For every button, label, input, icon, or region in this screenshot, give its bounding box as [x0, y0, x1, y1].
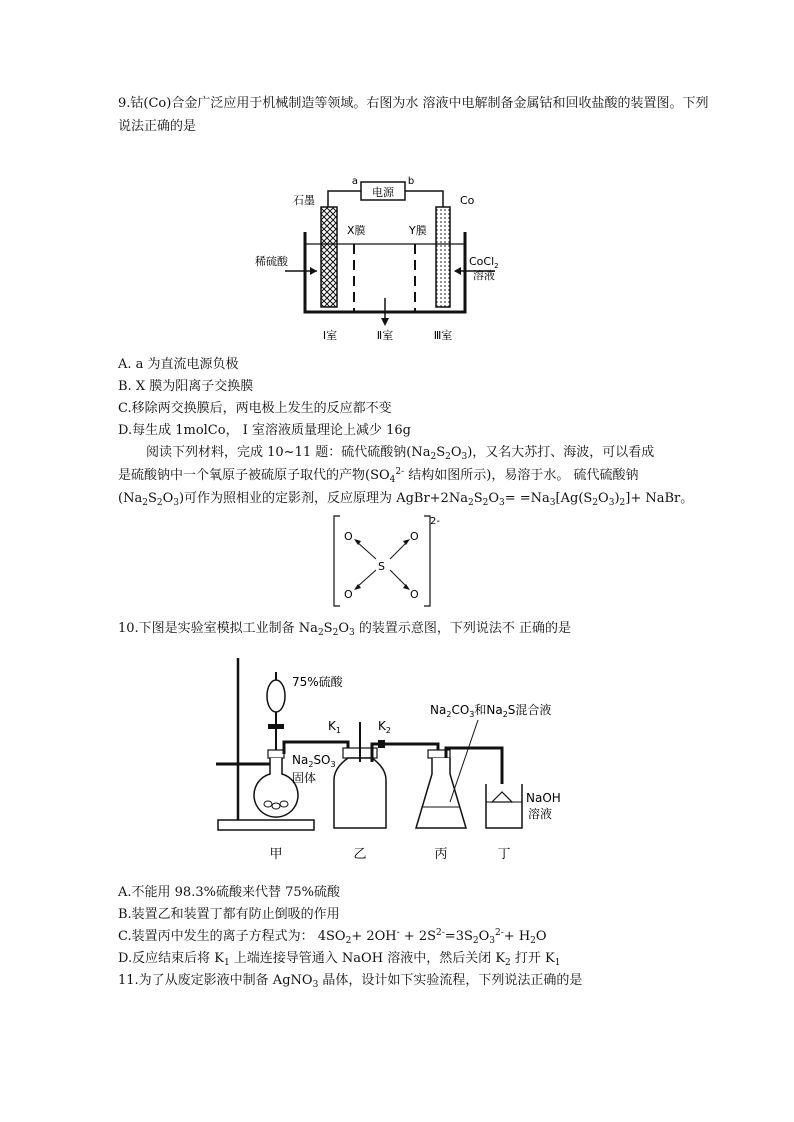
oxygen-top-left: O [344, 530, 353, 543]
q9-option-d: D.每生成 1molCo， Ⅰ 室溶液质量理论上减少 16g [118, 423, 411, 438]
wire-left [328, 191, 361, 207]
sulfur-center: S [378, 560, 385, 573]
solid-label: 固体 [292, 771, 317, 785]
oxygen-top-right: O [410, 530, 419, 543]
label-bing: 丙 [434, 847, 448, 862]
gas-bottle [334, 758, 386, 828]
q10-option-c: C.装置丙中发生的离子方程式为： $4SO_2+ 2OH^- + 2S^{2-}=3S_2O_3^{2-}+ H_2O$ [118, 928, 547, 946]
q10-stem: 10.下图是实验室模拟工业制备 $Na_2S_2O_3$ 的装置示意图，下列说法不 正确的是 [118, 621, 571, 638]
passage-line2: 是硫酸钠中一个氧原子被硫原子取代的产物($SO_4^{2-}$ 结构如图所示)，易溶于水。 硫代硫酸钠 [118, 467, 639, 485]
electrolysis-diagram [255, 172, 515, 347]
q11-stem: 11.为了从废定影液中制备 AgNO$_3$ 晶体，设计如下实验流程，下列说法正确的是 [118, 973, 583, 990]
q9-option-c: C.移除两交换膜后，两电极上发生的反应都不变 [118, 401, 392, 416]
mixture-label: $Na_2CO_3$和$Na_2S$混合液 [430, 703, 552, 719]
terminal-a: a [351, 176, 359, 187]
thiosulfate-structure [330, 512, 445, 610]
left-bracket [334, 516, 340, 606]
cocl2-label: CoCl$_2$ [469, 255, 499, 270]
k1-label: $K_1$ [328, 719, 341, 735]
naoh-label: NaOH [526, 791, 561, 805]
x-membrane-label: X膜 [347, 224, 366, 237]
charge-label: 2- [430, 516, 440, 527]
label-yi: 乙 [353, 847, 367, 862]
power-supply-label: 电源 [372, 186, 394, 199]
right-bracket [424, 516, 430, 606]
conical-flask [416, 758, 466, 828]
stand-base [218, 820, 314, 830]
room1-label: Ⅰ室 [322, 329, 338, 342]
graphite-label: 石墨 [293, 194, 315, 207]
passage-line3: $(Na_2S_2O_3)$可作为照相业的定影剂，反应原理为 $AgBr+2Na_2S_2O_3= =Na_3[Ag(S_2O_3)_2]+$ NaBr。 [118, 491, 694, 508]
q9-option-a: A. a 为直流电源负极 [118, 357, 239, 372]
co-label: Co [460, 194, 475, 207]
oxygen-bottom-left: O [344, 588, 353, 601]
q9-stem-line2: 说法正确的是 [118, 119, 197, 134]
q9-option-b: B. X 膜为阳离子交换膜 [118, 379, 254, 394]
q10-option-a: A.不能用 98.3%硫酸来代替 75%硫酸 [118, 885, 340, 900]
co-electrode [436, 207, 450, 307]
wire-right [405, 191, 443, 207]
label-ding: 丁 [497, 847, 511, 862]
apparatus-diagram [210, 652, 580, 870]
q10-option-b: B.装置乙和装置丁都有防止倒吸的作用 [118, 907, 340, 922]
cocl2-solution-label: 溶液 [473, 269, 495, 282]
naoh-solution-label: 溶液 [528, 807, 553, 821]
acid-label: 75%硫酸 [292, 675, 343, 689]
room3-label: Ⅲ室 [433, 329, 453, 342]
separatory-funnel [267, 680, 285, 712]
oxygen-bottom-right: O [410, 588, 419, 601]
naoh-beaker [486, 784, 522, 828]
room2-label: Ⅱ室 [376, 329, 394, 342]
q10-option-d: D.反应结束后将 $K_1$ 上端连接导管通入 NaOH 溶液中，然后关闭 $K_2$ 打开 $K_1$ [118, 951, 561, 968]
y-membrane-label: Y膜 [409, 224, 427, 237]
q9-stem-line1: 9.钴(Co)合金广泛应用于机械制造等领域。右图为水 溶液中电解制备金属钴和回收盐酸的装置图。下列 [118, 96, 709, 111]
na2so3-label: $Na_2SO_3$ [292, 753, 336, 769]
passage-line1: 阅读下列材料，完成 10~11 题：硫代硫酸钠$(Na_2S_2O_3)$，又名大苏打、海波，可以看成 [146, 445, 655, 462]
dilute-acid-label: 稀硫酸 [255, 255, 288, 268]
k2-label: $K_2$ [378, 719, 391, 735]
label-jia: 甲 [269, 847, 283, 862]
terminal-b: b [407, 176, 415, 187]
graphite-electrode [321, 207, 337, 307]
